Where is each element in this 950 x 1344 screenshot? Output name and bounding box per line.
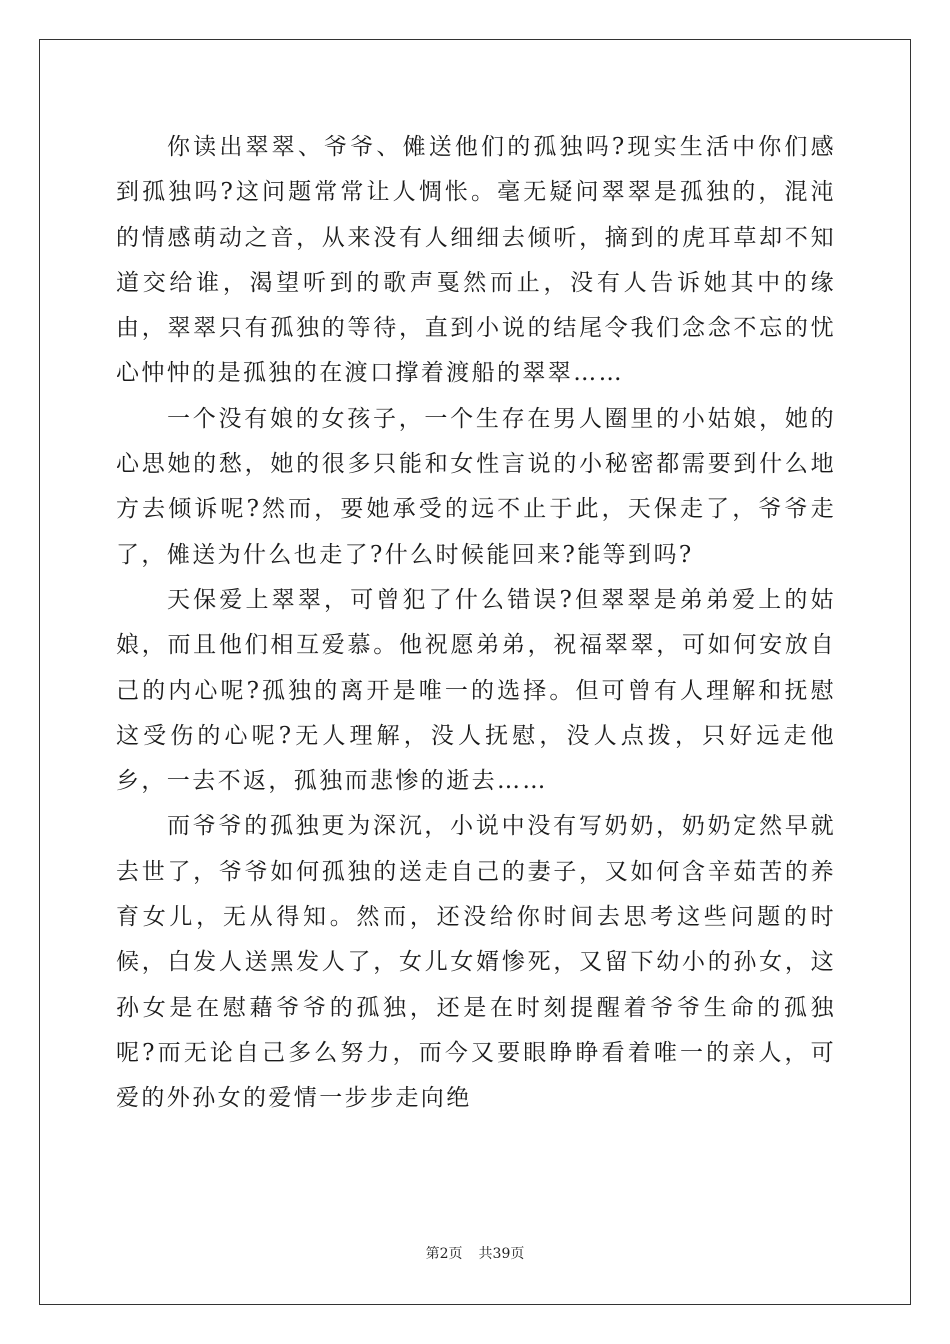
total-pages: 共39页: [478, 1246, 525, 1262]
document-body: [116, 125, 836, 1122]
paragraph-4: 而爷爷的孤独更为深沉，小说中没有写奶奶，奶奶定然早就去世了，爷爷如何孤独的送走自己的妻子，又如何含辛茹苦的养育女儿，无从得知。然而，还没给你时间去思考这些问题的时候，白发人送黑发人了，女儿女婿惨死，又留下幼小的孙女，这孙女是在慰藉爷爷的孤独，还是在时刻提醒着爷爷生命的孤独呢?而无论自己多么努力，而今又要眼睁睁看着唯一的亲人，可爱的外孙女的爱情一步步走向绝: [116, 813, 836, 1112]
page-number: 第2页: [425, 1246, 463, 1262]
page-footer: [0, 1243, 950, 1263]
paragraph-2: 一个没有娘的女孩子，一个生存在男人圈里的小姑娘，她的心思她的愁，她的很多只能和女性言说的小秘密都需要到什么地方去倾诉呢?然而，要她承受的远不止于此，天保走了，爷爷走了，傩送为什么也走了?什么时候能回来?能等到吗?: [116, 405, 836, 568]
paragraph-1: 你读出翠翠、爷爷、傩送他们的孤独吗?现实生活中你们感到孤独吗?这问题常常让人惆怅。毫无疑问翠翠是孤独的，混沌的情感萌动之音，从来没有人细细去倾听，摘到的虎耳草却不知道交给谁，渴望听到的歌声戛然而止，没有人告诉她其中的缘由，翠翠只有孤独的等待，直到小说的结尾令我们念念不忘的忧心忡忡的是孤独的在渡口撑着渡船的翠翠……: [116, 134, 836, 387]
paragraph-3: 天保爱上翠翠，可曾犯了什么错误?但翠翠是弟弟爱上的姑娘，而且他们相互爱慕。他祝愿弟弟，祝福翠翠，可如何安放自己的内心呢?孤独的离开是唯一的选择。但可曾有人理解和抚慰这受伤的心呢?无人理解，没人抚慰，没人点拨，只好远走他乡，一去不返，孤独而悲惨的逝去……: [116, 586, 836, 795]
